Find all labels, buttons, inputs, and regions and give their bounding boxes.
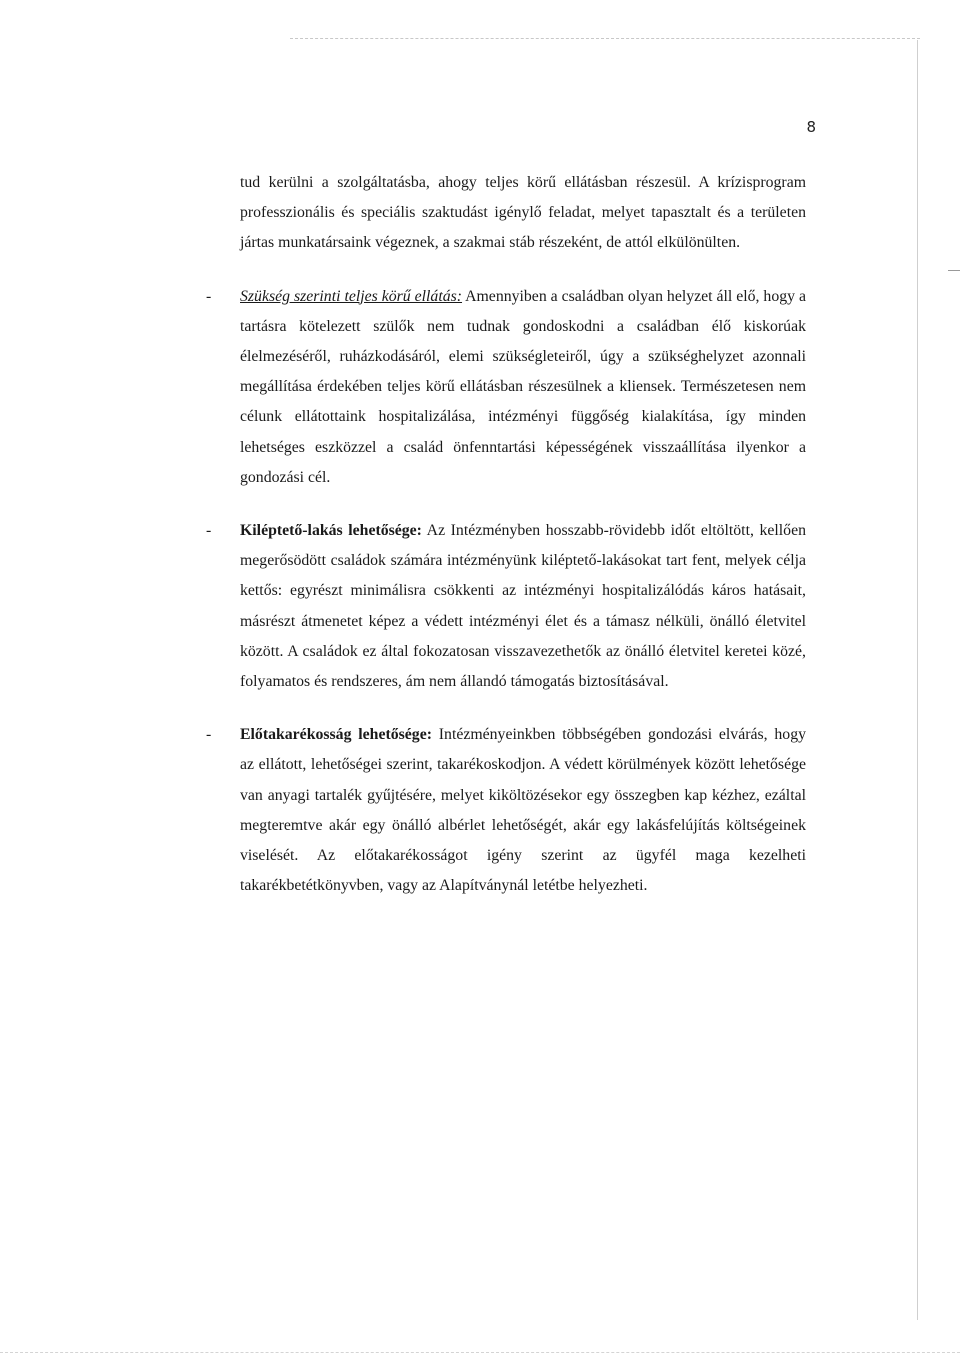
- list-item-text: [240, 516, 806, 697]
- term-szukseg: Szükség szerinti teljes körű ellátás:: [240, 287, 463, 305]
- scan-edge-right: [917, 40, 918, 1320]
- scan-mark: [948, 270, 960, 271]
- list-bullet: -: [206, 287, 212, 305]
- list-bullet: -: [206, 726, 212, 744]
- item-body: Az Intézményben hosszabb-rövidebb időt eltöltött, kellően megerősödött családok számára intézményünk kiléptető-lakásokat tart fent, melyek célja kettős: egyrészt minimálisra csökkenti az intézményi hospitalizálódás káros hatásait, másrészt átmenetet képez a védett intézményi élet és a támasz nélküli, önálló életvitel között. A családok ez által fokozatosan visszavezethetők az önálló életvitel keretei közé, folyamatos és rendszeres, ám nem állandó támogatás biztosításával.: [240, 522, 806, 691]
- item-body: Intézményeinkben többségében gondozási elvárás, hogy az ellátott, lehetőségei szerint, takarékoskodjon. A védett körülmények között lehetősége van anyagi tartalék gyűjtésére, melyet kiköltözésekor egy összegben kap kézhez, ezáltal megteremtve akár egy önálló albérlet lehetőségét, akár egy lakásfelújítás költségeinek viselését. Az előtakarékosságot igény szerint az ügyfél maga kezelheti takarékbetétkönyvben, vagy az Alapítványnál letétbe helyezheti.: [240, 726, 806, 895]
- list-item-szukseg: [206, 282, 806, 493]
- list-item-elotakarekossag: [206, 720, 806, 901]
- term-kilepteto: Kiléptető-lakás lehetősége:: [240, 522, 422, 540]
- document-body: [206, 168, 806, 901]
- list-item-text: [240, 720, 806, 901]
- item-body: Amennyiben a családban olyan helyzet áll elő, hogy a tartásra kötelezett szülők nem tudnak gondoskodni a családban élő kiskorúak élelmezéséről, ruházkodásáról, elemi szükségleteiről, úgy a szükséghelyzet azonnali megállítása érdekében teljes körű ellátásban részesülnek a kliensek. Természetesen nem célunk ellátottaink hospitalizálása, intézményi függőség kialakítása, így minden lehetséges eszközzel a család önfenntartási képességének visszaállítása ilyenkor a gondozási cél.: [240, 287, 806, 486]
- page-number: 8: [806, 118, 816, 136]
- list-item-kilepteto: [206, 516, 806, 697]
- list-bullet: -: [206, 522, 212, 540]
- scan-edge-top: [290, 38, 920, 39]
- term-elotakarekossag: Előtakarékosság lehetősége:: [240, 726, 432, 744]
- scan-edge-bottom: [0, 1352, 960, 1353]
- list-item-text: [240, 282, 806, 493]
- intro-paragraph: tud kerülni a szolgáltatásba, ahogy teljes körű ellátásban részesül. A krízisprogram professzionális és speciális szaktudást igénylő feladat, melyet tapasztalt és a területen jártas munkatársaink végeznek, a szakmai stáb részeként, de attól elkülönülten.: [240, 174, 806, 252]
